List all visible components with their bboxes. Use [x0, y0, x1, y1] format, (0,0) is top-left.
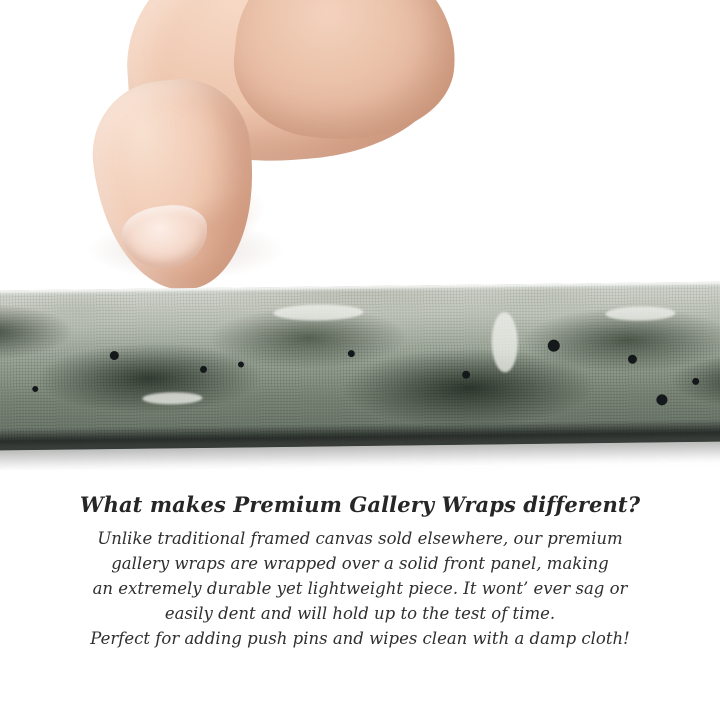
caption-line: Perfect for adding push pins and wipes clean with a damp cloth! [90, 629, 630, 649]
canvas-speck [628, 355, 637, 364]
hand-illustration [86, 0, 446, 320]
canvas-speck [200, 366, 207, 373]
canvas-speck [548, 340, 560, 352]
canvas-speck [238, 361, 244, 367]
caption-block [0, 492, 720, 651]
canvas-edge-strip [0, 281, 720, 450]
caption-line: an extremely durable yet lightweight piece. It wont’ ever sag or [92, 579, 628, 599]
canvas-speck [462, 371, 470, 379]
canvas-speck [692, 378, 699, 385]
caption-title: What makes Premium Gallery Wraps different? [79, 492, 641, 517]
canvas-speck [656, 394, 667, 405]
caption-line: Unlike traditional framed canvas sold elsewhere, our premium [97, 529, 623, 548]
caption-body [0, 526, 720, 651]
canvas-highlight [491, 312, 518, 372]
caption-line: gallery wraps are wrapped over a solid front panel, making [111, 554, 609, 574]
canvas-speck [32, 386, 38, 392]
canvas-speck [110, 351, 119, 360]
canvas-speck [348, 350, 355, 357]
caption-line: easily dent and will hold up to the test of time. [164, 604, 556, 624]
